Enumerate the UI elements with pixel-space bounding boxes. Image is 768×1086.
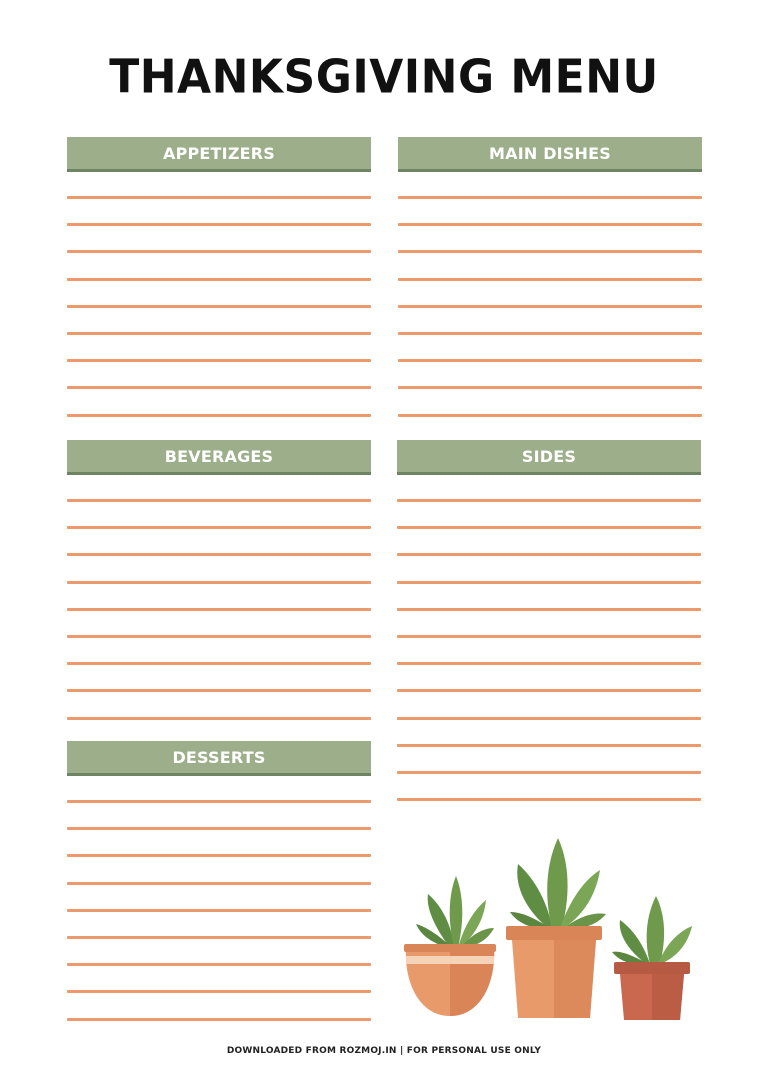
write-line [398, 414, 702, 417]
write-line [67, 250, 371, 253]
write-line [398, 250, 702, 253]
footer-note: DOWNLOADED FROM ROZMOJ.IN | FOR PERSONAL USE ONLY [226, 1046, 542, 1056]
section-appetizers [67, 137, 371, 441]
write-lines [67, 776, 371, 1045]
write-line [397, 608, 701, 611]
write-line [397, 689, 701, 692]
write-line [67, 553, 371, 556]
write-line [67, 223, 371, 226]
write-line [67, 909, 371, 912]
write-line [398, 386, 702, 389]
write-line [67, 936, 371, 939]
write-line [398, 223, 702, 226]
write-line [67, 196, 371, 199]
section-beverages [67, 440, 371, 744]
write-line [67, 359, 371, 362]
write-line [67, 499, 371, 502]
section-header-desserts: DESSERTS [67, 741, 371, 776]
potted-plants-illustration [398, 830, 708, 1030]
plant-left-icon [404, 876, 496, 1016]
write-line [397, 717, 701, 720]
write-line [397, 744, 701, 747]
write-line [397, 499, 701, 502]
section-header-appetizers: APPETIZERS [67, 137, 371, 172]
page-title: THANKSGIVING MENU [109, 50, 659, 105]
write-line [397, 526, 701, 529]
write-line [67, 635, 371, 638]
write-line [67, 854, 371, 857]
write-line [67, 800, 371, 803]
write-line [397, 553, 701, 556]
write-line [67, 386, 371, 389]
write-line [67, 305, 371, 308]
write-line [397, 771, 701, 774]
write-lines [398, 172, 702, 441]
section-header-sides: SIDES [397, 440, 701, 475]
section-header-beverages: BEVERAGES [67, 440, 371, 475]
write-line [67, 608, 371, 611]
write-lines [67, 475, 371, 744]
write-line [67, 332, 371, 335]
write-line [67, 990, 371, 993]
section-sides [397, 440, 701, 825]
plant-right-icon [612, 896, 692, 1020]
write-line [67, 581, 371, 584]
write-lines [397, 475, 701, 825]
section-desserts [67, 741, 371, 1045]
write-line [398, 332, 702, 335]
section-main-dishes [398, 137, 702, 441]
write-line [67, 662, 371, 665]
write-line [67, 963, 371, 966]
write-line [67, 1018, 371, 1021]
write-line [67, 882, 371, 885]
write-line [67, 278, 371, 281]
write-line [397, 635, 701, 638]
write-lines [67, 172, 371, 441]
write-line [67, 827, 371, 830]
write-line [67, 526, 371, 529]
write-line [398, 278, 702, 281]
write-line [397, 662, 701, 665]
section-header-main-dishes: MAIN DISHES [398, 137, 702, 172]
plant-middle-icon [506, 838, 606, 1018]
write-line [398, 196, 702, 199]
write-line [67, 717, 371, 720]
write-line [67, 689, 371, 692]
write-line [397, 798, 701, 801]
write-line [397, 581, 701, 584]
write-line [67, 414, 371, 417]
write-line [398, 359, 702, 362]
write-line [398, 305, 702, 308]
